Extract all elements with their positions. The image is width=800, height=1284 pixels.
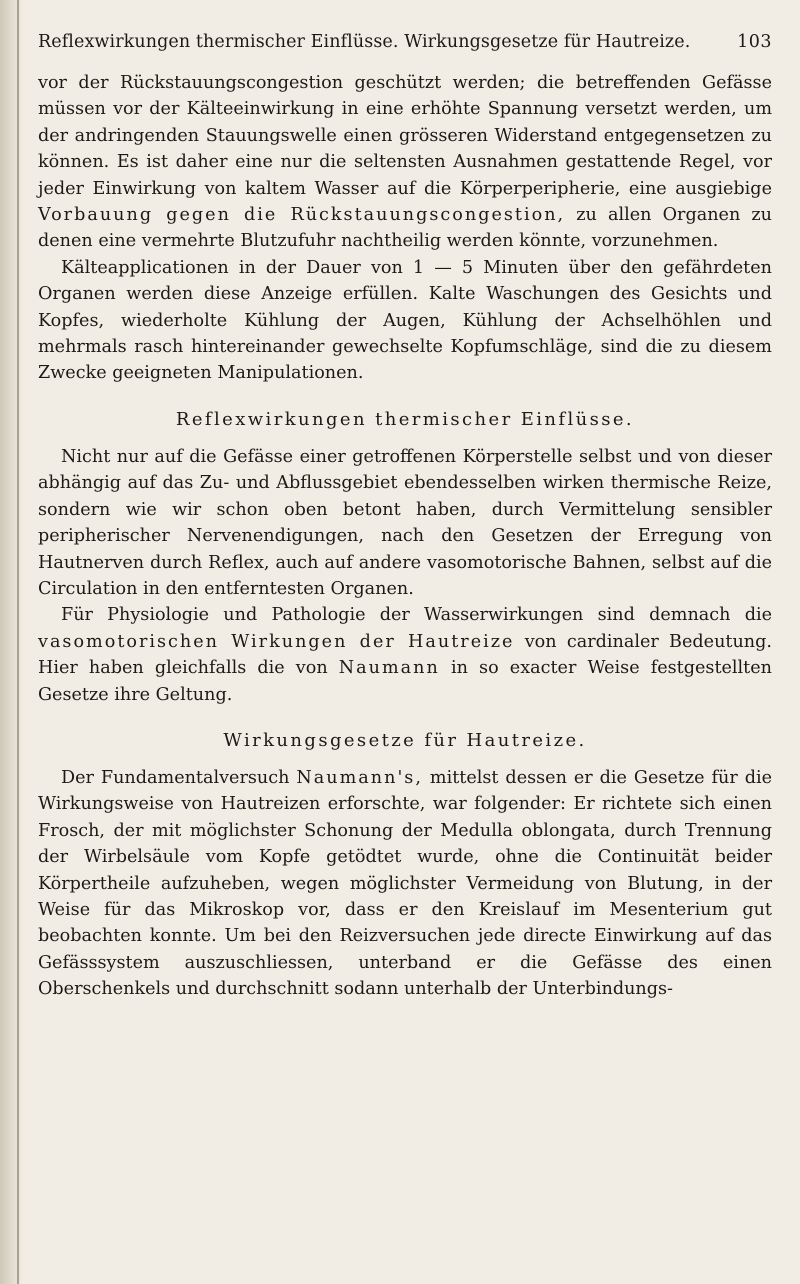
binding-edge — [17, 0, 19, 1284]
paragraph-2: Kälteapplicationen in der Dauer von 1 — 5 Minuten über den gefährdeten Organen werden diese Anzeige erfüllen. Kalte Waschungen des Gesichts und Kopfes, wiederholte Kühlung der Augen, Kühlung der Achselhöhlen und mehrmals rasch hintereinander gewechselte Kopfumschläge, sind die zu diesem Zwecke geeigneten Manipulationen. — [38, 257, 772, 384]
running-title: Reflexwirkungen thermischer Einflüsse. Wirkungsgesetze für Hautreize. — [38, 32, 691, 52]
emphasis-vasomotorisch: vasomotorischen Wirkungen der Hautreize — [38, 631, 515, 652]
body-text — [38, 70, 772, 1003]
emphasis-vorbauung: Vorbauung gegen die Rückstauungscongestion, — [38, 205, 566, 226]
section-heading-wirkungsgesetze: Wirkungsgesetze für Hautreize. — [223, 729, 587, 751]
paragraph-5: Der Fundamentalversuch Naumann's, mittelst dessen er die Gesetze für die Wirkungsweise von Hautreizen erforschte, war folgender: Er richtete sich einen Frosch, der mit möglichster Schonung der Medulla oblongata, durch Trennung der Wirbelsäule vom Kopfe getödtet wurde, ohne die Continuität beider Körpertheile aufzuheben, wegen möglichster Vermeidung von Blutung, in der Weise für das Mikroskop vor, dass er den Kreislauf im Mesenterium gut beobachten konnte. Um bei den Reizversuchen jede directe Einwirkung auf das Gefässsystem auszuschliessen, unterband er die Gefässe des einen Oberschenkels und durchschnitt sodann unterhalb der Unterbindungs- — [38, 767, 773, 1000]
author-name-naumann-possessive: Naumann's, — [296, 767, 423, 788]
paragraph-4: Für Physiologie und Pathologie der Wasserwirkungen sind demnach die vasomotorischen Wirkungen der Hautreize von cardinaler Bedeutung. Hier haben gleichfalls die von Naumann in so exacter Weise festgestellten Gesetze ihre Geltung. — [38, 605, 772, 705]
paragraph-3: Nicht nur auf die Gefässe einer getroffenen Körperstelle selbst und von dieser abhängig auf das Zu- und Abflussgebiet ebendesselben wirken thermische Reize, sondern wie wir schon oben betont haben, durch Vermittelung sensibler peripherischer Nervenendigungen, nach den Gesetzen der Erregung von Hautnerven durch Reflex, auch auf andere vasomotorische Bahnen, selbst auf die Circulation in den entferntesten Organen. — [38, 446, 772, 599]
page-number: 103 — [737, 32, 772, 52]
section-heading-reflexwirkungen: Reflexwirkungen thermischer Einflüsse. — [175, 408, 635, 430]
page-header — [38, 32, 772, 52]
author-name-naumann: Naumann — [338, 658, 440, 679]
book-page — [38, 32, 772, 1003]
paragraph-1: vor der Rückstauungscongestion geschützt werden; die betreffenden Gefässe müssen vor der Kälteeinwirkung in eine erhöhte Spannung versetzt werden, um der andringenden Stauungswelle einen grösseren Widerstand entgegensetzen zu können. Es ist daher eine nur die seltensten Ausnahmen gestattende Regel, vor jeder Einwirkung von kaltem Wasser auf die Körperperipherie, eine ausgiebige Vorbauung gegen die Rückstauungscongestion, zu allen Organen zu denen eine vermehrte Blutzufuhr nachtheilig werden könnte, vorzunehmen. — [38, 73, 772, 252]
